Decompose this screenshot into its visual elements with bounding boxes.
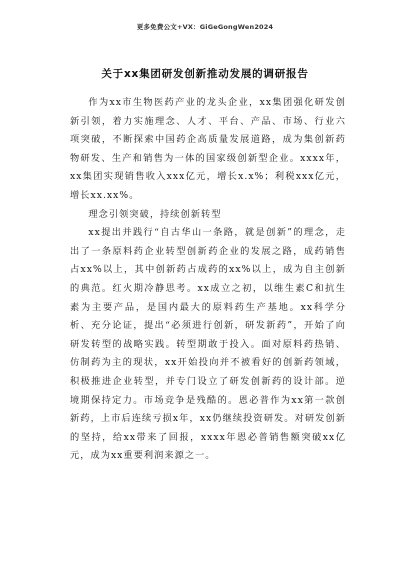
paragraph-intro: 作为xx市生物医药产业的龙头企业，xx集团强化研发创新引领，着力实施理念、人才、平台、产品、市场、行业六项突破，不断探索中国药企高质量发展道路，成为集创新药物研发、生产和销售为一体的国家级创新型企业。xxxx年，xx集团实现销售收入xxx亿元，增长x.x%；利税xxx亿元，增长xx.xx%。 xyxy=(70,97,346,201)
paragraph-innovation: xx提出并践行“自古华山一条路，就是创新”的理念，走出了一条原料药企业转型创新药企业的发展之路，成药销售占xx%以上，其中创新药占成药的xx%以上，成为自主创新的典范。红火期冷静思考。xx成立之初，以维生素C和抗生素为主要产品，是国内最大的原料药生产基地。xx科学分析、充分论证，提出“必须进行创新，研发新药”，开始了向研发转型的战略实践。转型期敢于投入。面对原料药热销、仿制药为主的现状，xx开始投向并不被看好的创新药领域，积极推进企业转型，并专门设立了研发创新药的设计部。逆境期保持定力。市场竞争是残酷的。恩必普作为xx第一款创新药，上市后连续亏损x年，xx仍继续投资研发。对研发创新的坚持，给xx带来了回报，xxxx年恩必普销售额突破xx亿元，成为xx重要利润来源之一。 xyxy=(70,227,346,462)
document-title: 关于xx集团研发创新推动发展的调研报告 xyxy=(101,68,309,80)
header-note: 更多免费公文+VX：GiGeGongWen2024 xyxy=(136,23,274,31)
document-body xyxy=(70,94,346,466)
section-heading: 理念引领突破，持续创新转型 xyxy=(88,208,222,220)
